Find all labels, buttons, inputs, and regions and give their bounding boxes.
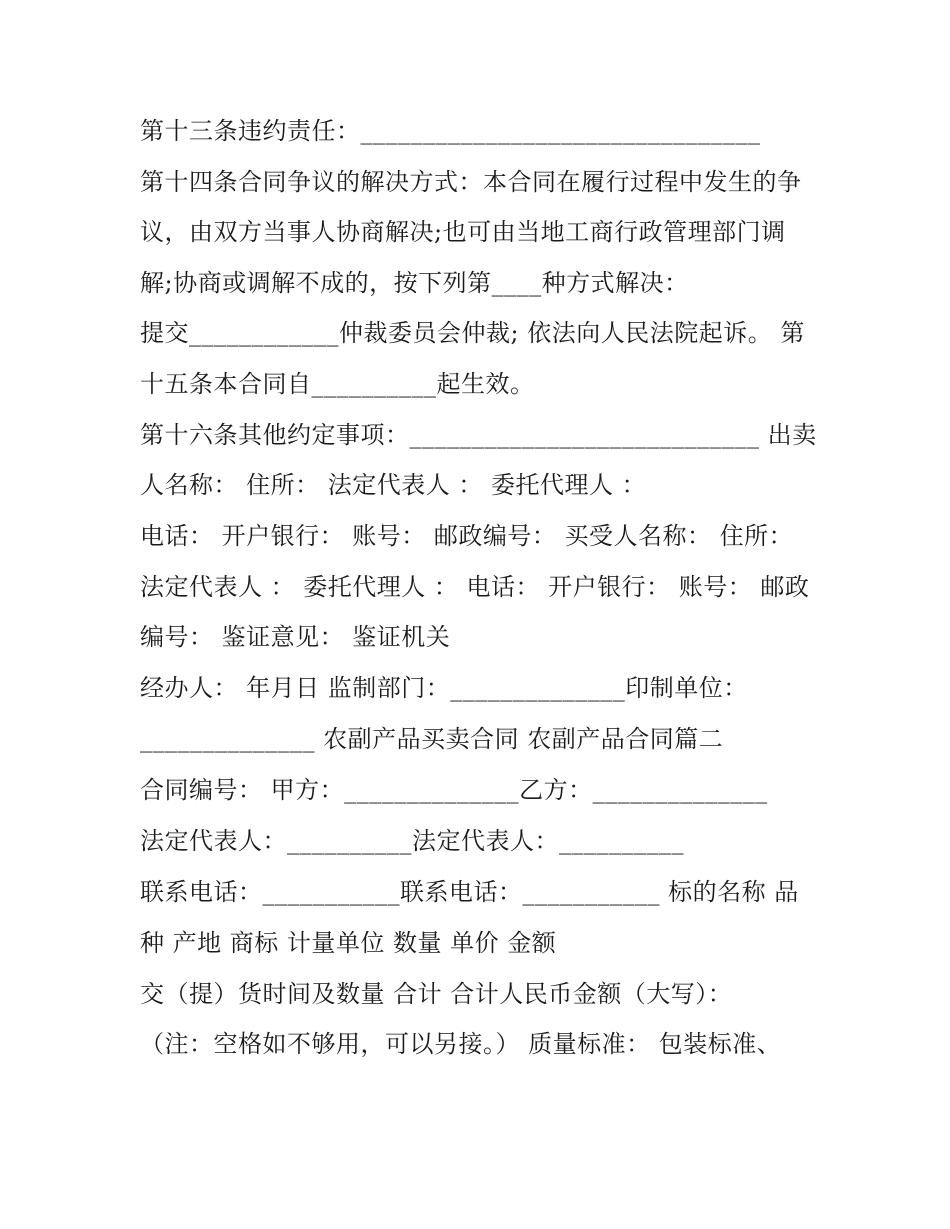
text-line: 合同编号： 甲方：______________乙方：______________: [140, 776, 768, 804]
text-line: 第十四条合同争议的解决方式：本合同在履行过程中发生的争: [140, 168, 802, 196]
text-line: 人名称： 住所： 法定代表人 ： 委托代理人 ：: [140, 471, 647, 499]
text-line: 提交____________仲裁委员会仲裁; 依法向人民法院起诉。 第: [140, 319, 805, 347]
text-line: 编号： 鉴证意见： 鉴证机关: [140, 623, 451, 651]
text-line: 经办人： 年月日 监制部门：______________印制单位：: [140, 674, 748, 702]
text-line: 解;协商或调解不成的，按下列第____种方式解决：: [140, 269, 689, 297]
text-line: ______________ 农副产品买卖合同 农副产品合同篇二: [140, 725, 724, 753]
text-line: 交（提）货时间及数量 合计 合计人民币金额（大写）：: [140, 980, 733, 1008]
text-line: 十五条本合同自__________起生效。: [140, 370, 535, 398]
text-line: 法定代表人：__________法定代表人：__________: [140, 827, 684, 855]
text-line: 第十六条其他约定事项：____________________________ 出卖: [140, 421, 817, 449]
text-line: 种 产地 商标 计量单位 数量 单价 金额: [140, 929, 557, 957]
text-line: 法定代表人 ： 委托代理人 ： 电话： 开户银行： 账号： 邮政: [140, 573, 810, 601]
text-line: 议，由双方当事人协商解决;也可由当地工商行政管理部门调: [140, 218, 786, 246]
text-line: 电话： 开户银行： 账号： 邮政编号： 买受人名称： 住所：: [140, 522, 794, 550]
text-line: 第十三条违约责任：________________________________: [140, 117, 761, 145]
text-line: （注：空格如不够用，可以另接。） 质量标准： 包装标准、: [140, 1030, 782, 1058]
text-line: 联系电话：___________联系电话：___________ 标的名称 品: [140, 878, 799, 906]
